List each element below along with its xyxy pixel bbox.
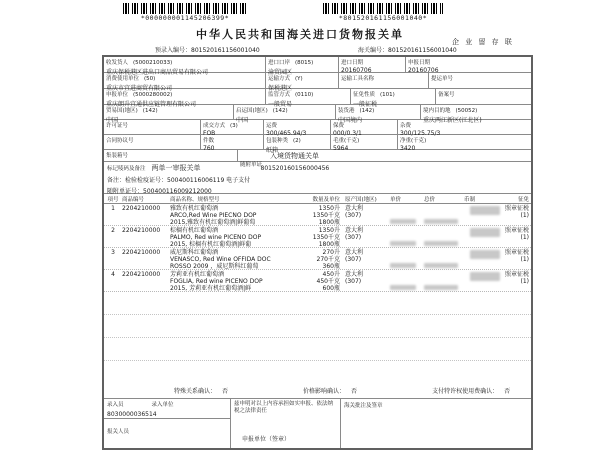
redaction-block (390, 241, 416, 246)
currency-redacted (464, 205, 502, 225)
barcode-right (323, 3, 443, 14)
transaction-mode-field: 成交方式 (3) FOB (201, 120, 264, 134)
origin-country: 意大利 (307) (345, 249, 364, 263)
royalty-payment-confirm: 支付特许权使用费确认： 否 (432, 388, 511, 395)
transport-name-field: 运输工具名称 (339, 73, 429, 88)
goods-name: 威尼斯科红葡萄酒 VENASCO, Red Wine OFFIDA DOC ROSSO 2009 ，威尼斯科红葡萄 (170, 249, 271, 270)
net-weight-field: 净重(千克) 3420 (400, 138, 427, 152)
departure-country-field: 启运国(地区) (142) 中国 (234, 105, 336, 119)
declaration-statement-cell (231, 399, 341, 448)
confirmations-row (104, 383, 531, 399)
form-row-1 (104, 57, 531, 76)
insurance-field: 保费 000/0.3/1 (331, 120, 398, 134)
quantity: 450升 450千克 600瓶 (316, 271, 340, 292)
entry-number: 8030000036514 (107, 411, 157, 418)
origin-country: 意大利 (307) (345, 205, 364, 219)
item-number: 3 (111, 249, 115, 256)
redaction-block (470, 206, 500, 215)
quantity: 1350升 1350千克 1800瓶 (312, 227, 340, 248)
hs-code: 2204210000 (122, 205, 161, 212)
barcode-right-text: *801520161156001040* (338, 14, 428, 22)
barcode-left (123, 3, 247, 14)
redaction-block (390, 219, 416, 224)
goods-empty-row (104, 292, 531, 315)
currency-redacted (464, 249, 502, 269)
trade-mode-field: 监管方式 (0110) 一般贸易 (266, 89, 351, 104)
total-price-redacted (424, 249, 464, 269)
unit-price-redacted (390, 205, 424, 225)
origin-country: 意大利 (307) (345, 227, 364, 241)
bill-number-field: 提运单号 (431, 76, 454, 82)
signature-row (104, 399, 531, 448)
quantity: 270升 270千克 360瓶 (316, 249, 340, 270)
entry-unit-label: 录入单位 (151, 402, 174, 408)
redaction-block (470, 228, 500, 237)
entry-clerk-label: 录入员 (107, 402, 124, 408)
item-number: 1 (111, 205, 115, 212)
form-row-7 (104, 150, 531, 168)
goods-table-row (104, 270, 531, 292)
item-number: 4 (111, 271, 115, 278)
entry-clerk-cell (104, 399, 231, 448)
redaction-block (424, 219, 458, 224)
attached-documents-field: 随附单证入境货物通关单 (240, 152, 320, 168)
trade-country-field: 贸易国(地区) (142) 中国 (104, 105, 234, 119)
levy-mode: 照章征税 (1) (504, 205, 529, 219)
origin-country: 意大利 (307) (345, 271, 364, 285)
form-row-6 (104, 135, 531, 154)
unit-price-redacted (390, 227, 424, 247)
container-number-field: 集装箱号 (104, 150, 238, 161)
item-number: 2 (111, 227, 115, 234)
import-date-field: 进口日期 20160706 (339, 57, 406, 72)
hs-code: 2204210000 (122, 249, 161, 256)
customs-notes-cell (341, 399, 531, 448)
misc-fee-field: 杂费 300/125.75/3 (400, 123, 441, 137)
redaction-block (424, 263, 458, 268)
pre-entry-number: 预录入编号：801520161156001040 (155, 47, 260, 54)
goods-name: 芳莉亚有机红葡萄酒 FOGLIA, Red wine PICENO DOP 2015, 芳莉亚有机红葡萄酒|鲜 (170, 271, 263, 292)
declare-date-field: 申报日期 20160706 (408, 60, 439, 74)
goods-table-row (104, 204, 531, 226)
unit-price-redacted (390, 271, 424, 291)
import-port-field: 进口口岸 (8015) 渝贸园区 (266, 57, 339, 72)
package-type-field: 包装种类 (2) 纸箱 (264, 135, 331, 149)
redaction-block (470, 250, 500, 259)
goods-table-row (104, 248, 531, 270)
levy-mode: 照章征税 (1) (504, 249, 529, 263)
customs-broker-label: 报关人员 (107, 429, 130, 435)
form-row-4 (104, 105, 531, 124)
total-price-redacted (424, 227, 464, 247)
transport-mode-field: 运输方式 (Y) 保税港区 (266, 73, 339, 88)
redaction-block (470, 272, 500, 281)
goods-name: 棕榈有机红葡萄酒 PALMO, Red wine PICENO DOP 2015, 棕榈有机红葡萄酒|鲜葡 (170, 227, 262, 248)
total-price-redacted (424, 205, 464, 225)
license-number-field: 许可证号 (104, 120, 201, 134)
redaction-block (390, 285, 416, 290)
packages-field: 件数 760 (201, 135, 264, 149)
consumer-unit-field: 消费使用单位 (50) 重庆市宜进商贸有限公司 (104, 73, 266, 88)
marks-remarks-field: 标记唛码及备注 两单一审报关单 801520160156000456 备注：检验检疫证号：500400116006119 电子支付 随附单证号：500400116009212000 (104, 162, 531, 194)
levy-mode: 照章征税 (1) (504, 271, 529, 285)
page-title: 中华人民共和国海关进口货物报关单 (196, 28, 404, 41)
declarant-field: 申报单位 (5000280002) 重庆朗升宜通供应链管理有限公司 (104, 89, 266, 104)
levy-nature-field: 征免性质 (101) 一般征税 (351, 89, 436, 104)
price-influence-confirm: 价格影响确认： 否 (303, 388, 358, 395)
contract-number-field: 合同协议号 (104, 135, 201, 149)
redaction-block (390, 263, 416, 268)
goods-empty-row (104, 361, 531, 383)
goods-table-body (104, 204, 531, 292)
declare-unit-seal-label: 申报单位（签章） (242, 436, 291, 443)
hs-code: 2204210000 (122, 227, 161, 234)
freight-field: 运费 300/465.94/3 (264, 120, 331, 134)
special-relation-confirm: 特殊关系确认： 否 (174, 388, 229, 395)
goods-table-row (104, 226, 531, 248)
consignee-field: 收发货人 (5000210033) 重庆保税港区进出口商品贸易有限公司 (104, 57, 266, 72)
currency-redacted (464, 271, 502, 291)
levy-mode: 照章征税 (1) (504, 227, 529, 241)
redaction-block (424, 285, 458, 290)
goods-empty-row (104, 315, 531, 338)
statement-text: 兹申明对以上内容承担如实申报、依法纳税之法律责任 (234, 401, 334, 414)
currency-redacted (464, 227, 502, 247)
copy-label: 企 业 留 存 联 (452, 38, 514, 46)
redaction-block (424, 241, 458, 246)
quantity: 1350升 1350千克 1800瓶 (312, 205, 340, 226)
goods-table-header: 项号 商品编号 商品名称、规格型号 数量及单位 原产国(地区) 单价 总价 币制 征免 (104, 194, 531, 204)
destination-field: 境内目的地 (50052) 重庆两江新区(江北区) (423, 108, 482, 124)
declaration-form (102, 55, 533, 450)
hs-code: 2204210000 (122, 271, 161, 278)
record-number-field: 备案号 (438, 92, 455, 98)
unit-price-redacted (390, 249, 424, 269)
goods-empty-row (104, 338, 531, 361)
customs-number: 海关编号：801520161156001040 (358, 47, 457, 54)
form-row-3 (104, 89, 531, 108)
loading-port-field: 装货港 (142) 中国境内 (336, 105, 421, 119)
barcode-left-text: *000000001145206399* (140, 14, 230, 22)
gross-weight-field: 毛重(千克) 5964 (331, 135, 398, 149)
goods-name: 雅致有机红葡萄酒 ARCO,Red Wine PIECNO DOP 2015,雅致有机红葡萄酒|鲜葡萄 (170, 205, 257, 226)
customs-note-label: 海关批注及签章 (344, 403, 383, 409)
form-row-2 (104, 73, 531, 92)
total-price-redacted (424, 271, 464, 291)
form-row-5 (104, 120, 531, 135)
